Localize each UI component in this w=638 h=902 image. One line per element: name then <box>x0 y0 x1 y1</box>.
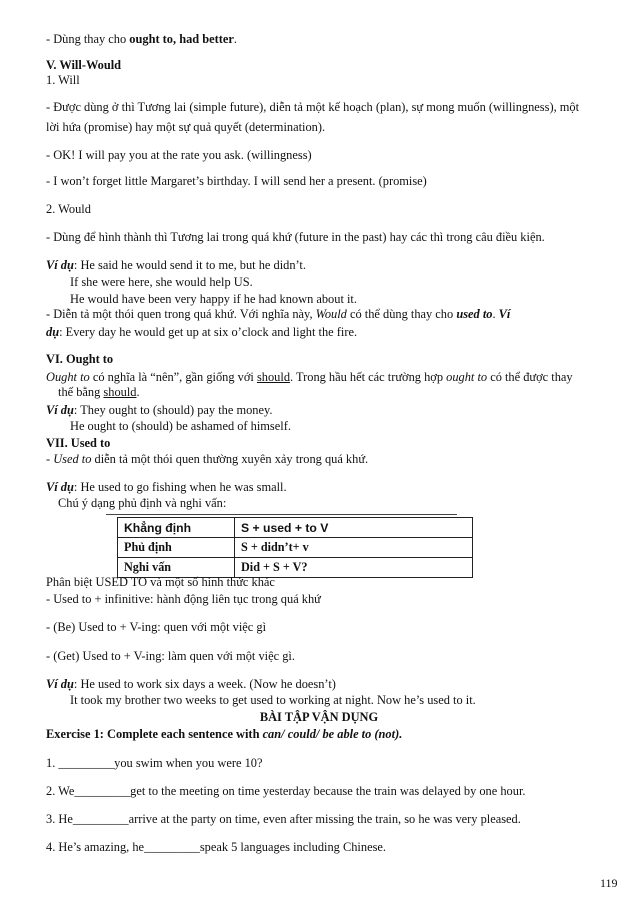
section-title-ought-to: VI. Ought to <box>46 352 114 366</box>
answer-blank[interactable]: _________ <box>74 784 131 798</box>
table-row <box>118 518 473 538</box>
line-would-example-1: Ví dụ: He said he would send it to me, but he didn’t. <box>46 258 306 272</box>
line-ought-example-1: Ví dụ: They ought to (should) pay the money. <box>46 403 273 417</box>
row-form: S + didn’t+ v <box>235 538 473 558</box>
line-would-habit: - Diễn tả một thói quen trong quá khứ. Với nghĩa này, Would có thể dùng thay cho used to. Ví <box>46 307 511 321</box>
row-form: S + used + to V <box>235 518 473 538</box>
line-will-example-2: - I won’t forget little Margaret’s birthday. I will send her a present. (promise) <box>46 174 427 188</box>
subsection-will: 1. Will <box>46 73 80 87</box>
line-used-to-inf: - Used to + infinitive: hành động liên tục trong quá khứ <box>46 592 321 606</box>
answer-blank[interactable]: _________ <box>58 756 115 770</box>
row-label: Khẳng định <box>118 518 235 538</box>
table-row <box>118 538 473 558</box>
practice-title: BÀI TẬP VẬN DỤNG <box>259 710 379 724</box>
answer-blank[interactable]: _________ <box>144 840 200 854</box>
line-will-usage-2: lời hứa (promise) hay một sự quả quyết (determination). <box>46 120 326 134</box>
line-ought-meaning: Ought to có nghĩa là “nên”, gần giống với should. Trong hầu hết các trường hợp ought to có thể được thay <box>46 370 573 384</box>
section-title-used-to: VII. Used to <box>46 436 111 450</box>
line-used-to-meaning: - Used to diễn tả một thói quen thường xuyên xảy trong quá khứ. <box>46 452 369 466</box>
subsection-would: 2. Would <box>46 202 91 216</box>
question-3: 3. He_________arrive at the party on time, even after missing the train, so he was very pleased. <box>46 812 521 826</box>
section-title-will-would: V. Will-Would <box>46 58 122 72</box>
line-distinguish: Phân biệt USED TO và một số hình thức khác <box>46 575 275 589</box>
divider <box>106 514 457 515</box>
row-label: Phủ định <box>118 538 235 558</box>
question-2: 2. We_________get to the meeting on time yesterday because the train was delayed by one hour. <box>46 784 526 798</box>
answer-blank[interactable]: _________ <box>72 812 129 826</box>
question-1: 1. _________you swim when you were 10? <box>46 756 263 770</box>
line-will-example-1: - OK! I will pay you at the rate you ask. (willingness) <box>46 148 312 162</box>
row-label: Nghi vấn <box>118 558 235 578</box>
line-would-habit-example: dụ: Every day he would get up at six o’clock and light the fire. <box>46 325 358 339</box>
line-usage-replace: - Dùng thay cho ought to, had better. <box>46 32 238 46</box>
line-example-brother: It took my brother two weeks to get used to working at night. Now he’s used to it. <box>70 693 476 707</box>
exercise-1-title: Exercise 1: Complete each sentence with can/ could/ be able to (not). <box>46 727 403 741</box>
line-get-used-to: - (Get) Used to + V-ing: làm quen với một việc gì. <box>46 649 295 663</box>
page-number: 119 <box>600 876 618 890</box>
line-would-example-2: If she were here, she would help US. <box>70 275 253 289</box>
line-note-forms: Chú ý dạng phủ định và nghi vấn: <box>58 496 227 510</box>
line-would-usage: - Dùng để hình thành thì Tương lai trong quá khứ (future in the past) hay các thì trong câu điều kiện. <box>46 230 545 244</box>
question-4: 4. He’s amazing, he_________speak 5 languages including Chinese. <box>46 840 386 854</box>
line-would-example-3: He would have been very happy if he had known about it. <box>70 292 357 306</box>
used-to-forms-table <box>117 517 473 578</box>
line-example-work: Ví dụ: He used to work six days a week. (Now he doesn’t) <box>46 677 336 691</box>
line-ought-example-2: He ought to (should) be ashamed of himself. <box>70 419 291 433</box>
line-will-usage-1: - Được dùng ở thì Tương lai (simple future), diễn tả một kế hoạch (plan), sự mong muốn (willingness), một <box>46 100 580 114</box>
line-ought-replace: thế bằng should. <box>58 385 140 399</box>
line-used-to-example: Ví dụ: He used to go fishing when he was small. <box>46 480 287 494</box>
line-be-used-to: - (Be) Used to + V-ing: quen với một việc gì <box>46 620 267 634</box>
row-form: Did + S + V? <box>235 558 473 578</box>
